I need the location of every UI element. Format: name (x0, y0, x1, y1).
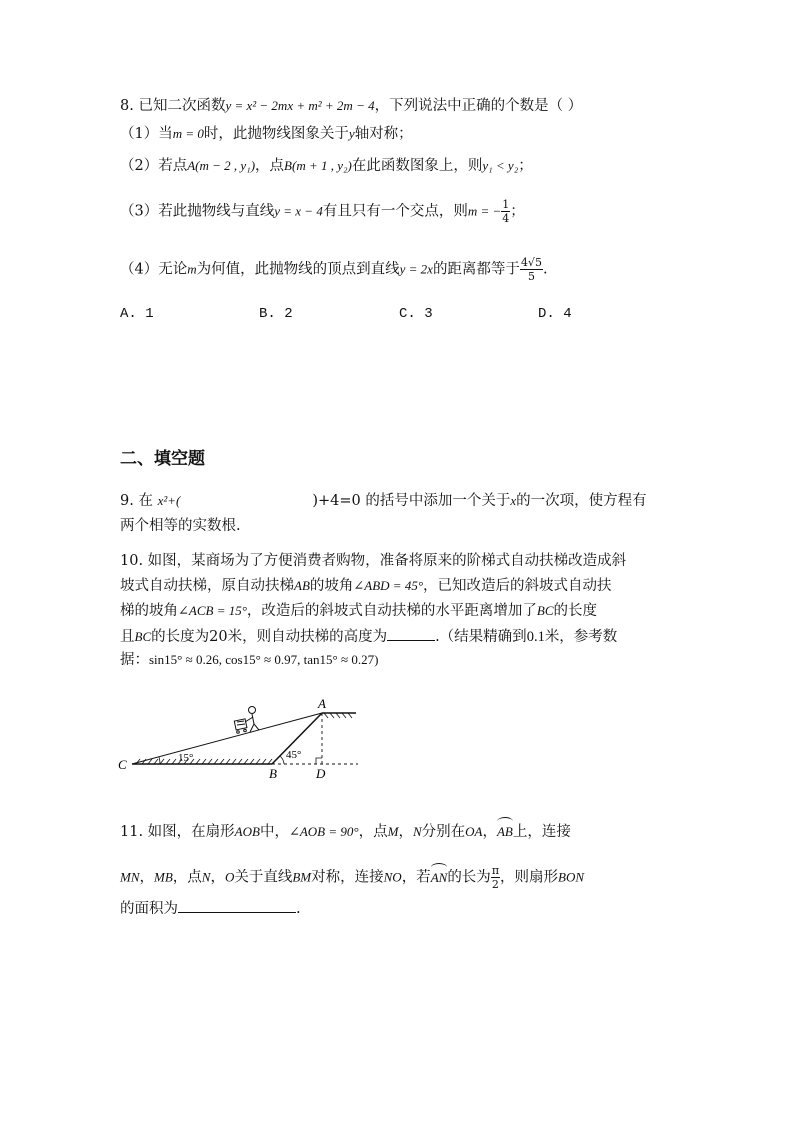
q10-line-5: 据：sin15° ≈ 0.26, cos15° ≈ 0.97, tan15° ≈ 0.27) (120, 652, 379, 668)
escalator-figure (112, 696, 372, 786)
option-c[interactable]: C. 3 (399, 306, 433, 322)
q8-function: y = x² − 2mx + m² + 2m − 4 (225, 98, 375, 113)
option-b[interactable]: B. 2 (259, 306, 293, 322)
label-c: C (118, 757, 127, 772)
q9-line-1: 9. 在 x²+( )+4=0 的括号中添加一个关于x的一次项，使方程有 (120, 493, 647, 509)
fraction-four-root-five-over-five: $\frac{4√5}{5}$ (520, 256, 542, 283)
q8-statement-3: （3）若此抛物线与直线y = x − 4有且只有一个交点，则m = − $\frac{1}{4}$ ； (120, 198, 525, 225)
angle-label-c: 15° (178, 752, 194, 764)
angle-arc-c (159, 757, 160, 764)
label-b: B (269, 766, 277, 781)
q11-line-1: 11. 如图，在扇形AOB中，∠AOB = 90°，点M，N分别在OA，AB上，连接 (120, 824, 571, 840)
q8-stem: 8. 已知二次函数y = x² − 2mx + m² + 2m − 4，下列说法中正确的个数是（ ） (120, 98, 583, 114)
right-angle-mark (316, 758, 322, 764)
q10-line-2: 坡式自动扶梯，原自动扶梯AB的坡角∠ABD = 45°，已知改造后的斜坡式自动扶 (120, 578, 612, 594)
q8-statement-1: （1）当m = 0时，此抛物线图象关于y轴对称； (120, 126, 413, 142)
q10-answer-blank[interactable] (387, 626, 435, 641)
q11-line-2: MN，MB，点N，O关于直线BM对称，连接NO，若AN的长为 $\frac{\pi}{2}$ ，则扇形BON (120, 864, 585, 891)
angle-label-b: 45° (286, 749, 302, 761)
fraction-pi-over-two: $\frac{\pi}{2}$ (491, 864, 500, 891)
label-d: D (316, 766, 326, 781)
option-a[interactable]: A. 1 (120, 306, 154, 322)
q11-answer-blank[interactable] (178, 898, 296, 913)
option-d[interactable]: D. 4 (538, 306, 572, 322)
arc-an: AN (431, 868, 448, 888)
q8-statement-2: （2）若点A(m − 2 , y₁)，点B(m + 1 , y₂)在此函数图象上，则y₁ < y₂； (120, 158, 533, 174)
arc-ab: AB (497, 822, 513, 842)
section-title: 二、填空题 (120, 449, 205, 469)
q9-line-2: 两个相等的实数根. (120, 518, 241, 534)
q8-statement-4: （4）无论m为何值，此抛物线的顶点到直线y = 2x的距离都等于 $\frac{4√5}{5}$ . (120, 256, 548, 283)
shopper-icon (234, 707, 259, 734)
fraction-one-quarter: $\frac{1}{4}$ (502, 198, 510, 225)
angle-arc-b (280, 756, 284, 764)
q11-line-3: 的面积为 . (120, 898, 301, 919)
q10-line-1: 10. 如图，某商场为了方便消费者购物，准备将原来的阶梯式自动扶梯改造成斜 (120, 553, 627, 569)
q10-line-3: 梯的坡角∠ACB = 15°，改造后的斜坡式自动扶梯的水平距离增加了BC的长度 (120, 603, 598, 619)
q10-line-4: 且BC的长度为20米，则自动扶梯的高度为 .（结果精确到0.1米，参考数 (120, 626, 617, 647)
label-a: A (318, 696, 326, 711)
